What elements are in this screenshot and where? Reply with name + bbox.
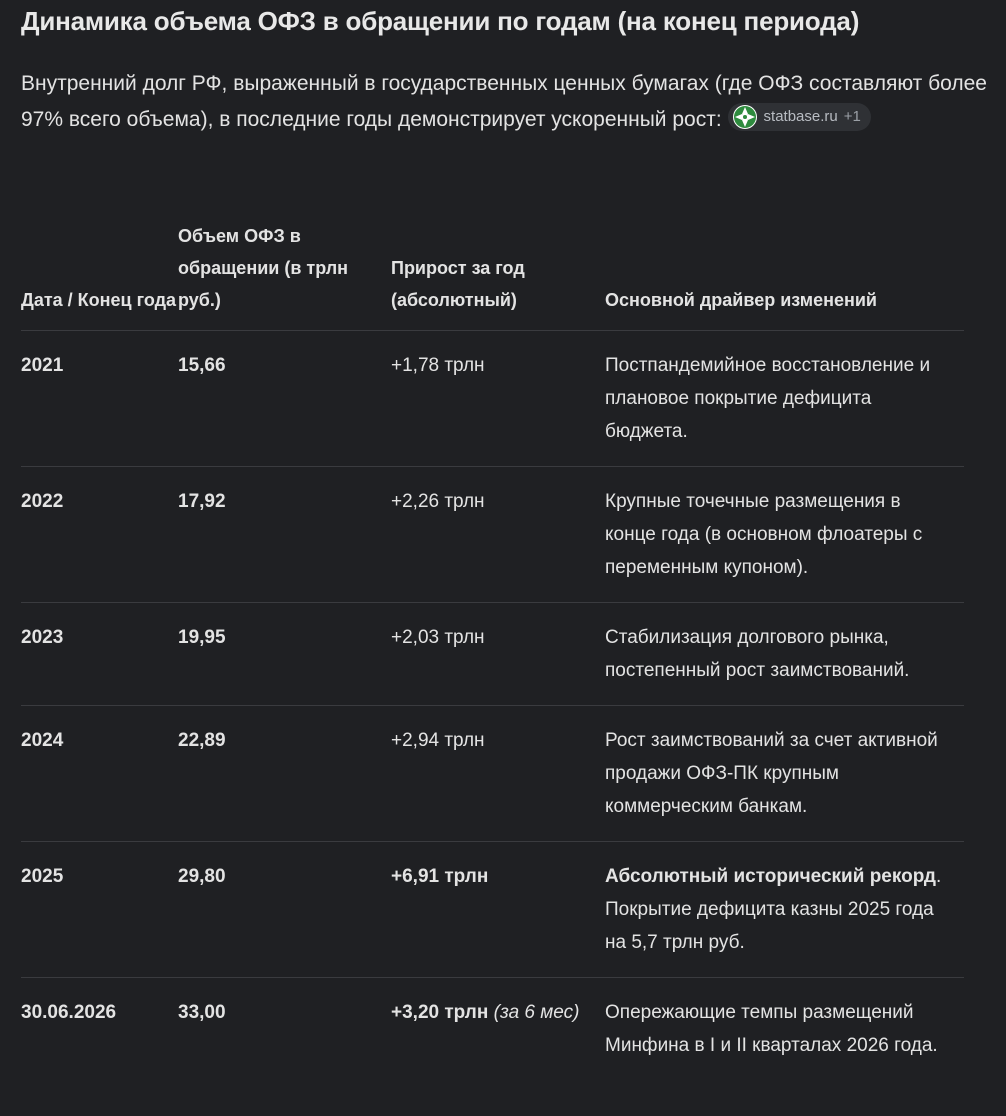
header-driver: Основной драйвер изменений [605,220,964,331]
table-row [21,706,964,842]
cell-growth [391,603,605,706]
growth-value: +2,94 трлн [391,730,485,751]
cell-year: 2022 [21,467,178,603]
cell-driver [605,842,964,978]
cell-driver [605,978,964,1081]
driver-text: . Покрытие дефицита казны 2025 года на 5,7 трлн руб. [605,866,942,953]
cell-growth [391,842,605,978]
ofz-volume-table [21,220,964,1080]
table-row [21,331,964,467]
source-extra-count: +1 [843,108,861,126]
driver-text: Крупные точечные размещения в конце года (в основном флоатеры с переменным купоном). [605,491,923,578]
header-volume: Объем ОФЗ в обращении (в трлн руб.) [178,220,391,331]
header-date: Дата / Конец года [21,220,178,331]
growth-value: +6,91 трлн [391,866,489,887]
cell-volume: 15,66 [178,331,391,467]
growth-value: +3,20 трлн [391,1002,489,1023]
table-row [21,603,964,706]
header-growth: Прирост за год (абсолютный) [391,220,605,331]
growth-value: +2,03 трлн [391,627,485,648]
cell-volume: 29,80 [178,842,391,978]
table-row [21,978,964,1081]
cell-volume: 33,00 [178,1002,226,1023]
cell-driver [605,467,964,603]
intro-text: Внутренний долг РФ, выраженный в государственных ценных бумагах (где ОФЗ составляют более 97% всего объема), в последние годы демонстрирует ускоренный рост: [21,72,987,131]
driver-text: Постпандемийное восстановление и плановое покрытие дефицита бюджета. [605,355,931,442]
cell-year: 2025 [21,842,178,978]
statbase-logo-icon [732,104,758,130]
cell-volume: 19,95 [178,603,391,706]
growth-value: +1,78 трлн [391,355,485,376]
cell-growth [391,331,605,467]
cell-growth [391,978,605,1081]
cell-year: 2023 [21,603,178,706]
growth-value: +2,26 трлн [391,491,485,512]
table-header-row [21,220,964,331]
cell-year: 30.06.2026 [21,1002,117,1023]
intro-paragraph [21,66,991,138]
cell-driver [605,603,964,706]
driver-highlight: Абсолютный исторический рекорд [605,866,936,887]
table-body [21,331,964,1081]
driver-text: Рост заимствований за счет активной продажи ОФЗ-ПК крупным коммерческим банкам. [605,730,938,817]
cell-volume: 22,89 [178,706,391,842]
cell-year: 2021 [21,331,178,467]
cell-growth [391,706,605,842]
cell-year: 2024 [21,706,178,842]
page-title: Динамика объема ОФЗ в обращении по годам (на конец периода) [21,6,860,36]
cell-growth [391,467,605,603]
growth-note: (за 6 мес) [493,1002,580,1023]
cell-driver [605,706,964,842]
driver-text: Стабилизация долгового рынка, постепенный рост заимствований. [605,627,910,681]
table-row [21,842,964,978]
source-label: statbase.ru [763,108,838,126]
cell-driver [605,331,964,467]
source-chip[interactable] [728,103,871,131]
driver-text: Опережающие темпы размещений Минфина в I и II кварталах 2026 года. [605,1002,938,1056]
table-row [21,467,964,603]
cell-volume: 17,92 [178,467,391,603]
